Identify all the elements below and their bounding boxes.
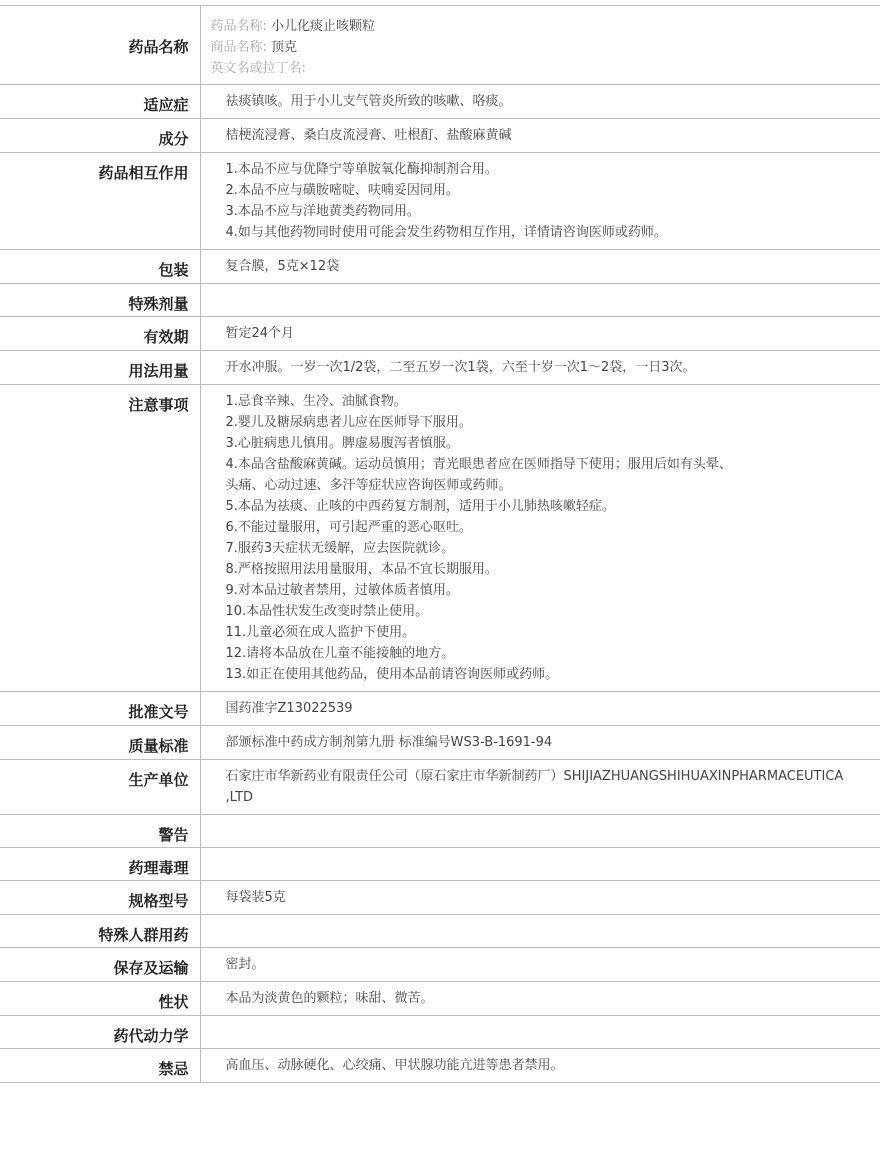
spec-value — [200, 760, 880, 815]
spec-row — [0, 85, 880, 119]
spec-row — [0, 881, 880, 915]
spec-row — [0, 1016, 880, 1049]
spec-value-line: 4.如与其他药物同时使用可能会发生药物相互作用，详情请咨询医师或药师。 — [225, 225, 667, 240]
spec-row — [0, 692, 880, 726]
spec-value-line: 1.本品不应与优降宁等单胺氧化酶抑制剂合用。 — [225, 162, 498, 177]
spec-value-line: 每袋装5克 — [225, 890, 286, 905]
spec-value-line: 12.请将本品放在儿童不能接触的地方。 — [225, 646, 455, 661]
spec-row — [0, 815, 880, 848]
spec-label: 包装 — [0, 250, 200, 284]
spec-value — [200, 815, 880, 848]
spec-value-line: 高血压、动脉硬化、心绞痛、甲状腺功能亢进等患者禁用。 — [225, 1058, 564, 1073]
spec-value-line: 3.心脏病患儿慎用。脾虚易腹泻者慎服。 — [225, 436, 459, 451]
spec-value — [200, 982, 880, 1016]
spec-value-line: 头痛、心动过速、多汗等症状应咨询医师或药师。 — [225, 478, 512, 493]
spec-value-line: 部颁标准中药成方制剂第九册 标准编号WS3-B-1691-94 — [225, 735, 553, 750]
english-name-key: 英文名或拉丁名: — [210, 61, 306, 76]
spec-row — [0, 119, 880, 153]
spec-value-line: 8.严格按照用法用量服用，本品不宜长期服用。 — [225, 562, 498, 577]
spec-label: 药代动力学 — [0, 1016, 200, 1049]
spec-value-line: 13.如正在使用其他药品，使用本品前请咨询医师或药师。 — [225, 667, 559, 682]
spec-value-line: 开水冲服。一岁一次1/2袋，二至五岁一次1袋，六至十岁一次1～2袋，一日3次。 — [225, 360, 696, 375]
spec-value-line: 2.婴儿及糖尿病患者儿应在医师导下服用。 — [225, 415, 472, 430]
spec-value-line: 2.本品不应与磺胺嘧啶、呋喃妥因同用。 — [225, 183, 459, 198]
spec-value — [200, 284, 880, 317]
spec-value — [200, 881, 880, 915]
spec-row — [0, 317, 880, 351]
spec-value — [200, 1049, 880, 1083]
generic-name-row — [211, 16, 880, 37]
english-name-row — [211, 58, 880, 79]
spec-value-line: 1.忌食辛辣、生冷、油腻食物。 — [225, 394, 407, 409]
spec-label: 保存及运输 — [0, 948, 200, 982]
spec-label: 药理毒理 — [0, 848, 200, 881]
spec-label: 药品相互作用 — [0, 153, 200, 250]
spec-value — [200, 119, 880, 153]
spec-label: 有效期 — [0, 317, 200, 351]
spec-value — [200, 726, 880, 760]
spec-label: 成分 — [0, 119, 200, 153]
spec-value — [200, 250, 880, 284]
spec-value — [200, 317, 880, 351]
spec-row — [0, 760, 880, 815]
spec-row — [0, 1049, 880, 1083]
spec-value — [200, 153, 880, 250]
drug-spec-table — [0, 5, 880, 1083]
spec-value — [200, 692, 880, 726]
generic-name-key: 药品名称: — [210, 19, 267, 34]
spec-label: 药品名称 — [0, 6, 200, 85]
spec-label: 生产单位 — [0, 760, 200, 815]
spec-label: 性状 — [0, 982, 200, 1016]
spec-value-line: 6.不能过量服用，可引起严重的恶心呕吐。 — [225, 520, 472, 535]
spec-value-line: 密封。 — [225, 957, 265, 972]
spec-row — [0, 351, 880, 385]
spec-value — [200, 1016, 880, 1049]
spec-label: 质量标准 — [0, 726, 200, 760]
spec-value-line: ,LTD — [225, 790, 254, 805]
drug-name-block — [200, 6, 880, 85]
spec-value-line: 4.本品含盐酸麻黄碱。运动员慎用；青光眼患者应在医师指导下使用；服用后如有头晕、 — [225, 457, 732, 472]
spec-row — [0, 948, 880, 982]
spec-label: 特殊人群用药 — [0, 915, 200, 948]
spec-value-line: 祛痰镇咳。用于小儿支气管炎所致的咳嗽、咯痰。 — [225, 94, 512, 109]
spec-row — [0, 848, 880, 881]
spec-value-line: 桔梗流浸膏、桑白皮流浸膏、吐根酊、盐酸麻黄碱 — [225, 128, 512, 143]
spec-label: 特殊剂量 — [0, 284, 200, 317]
spec-row — [0, 153, 880, 250]
spec-row — [0, 385, 880, 692]
brand-name-row — [211, 37, 880, 58]
spec-row — [0, 915, 880, 948]
spec-label: 注意事项 — [0, 385, 200, 692]
spec-value-line: 10.本品性状发生改变时禁止使用。 — [225, 604, 429, 619]
spec-row — [0, 284, 880, 317]
spec-value — [200, 848, 880, 881]
brand-name-key: 商品名称: — [210, 40, 267, 55]
spec-label: 禁忌 — [0, 1049, 200, 1083]
spec-row — [0, 982, 880, 1016]
spec-value-line: 本品为淡黄色的颗粒；味甜、微苦。 — [225, 991, 434, 1006]
spec-value — [200, 85, 880, 119]
spec-row — [0, 726, 880, 760]
spec-value-line: 7.服药3天症状无缓解，应去医院就诊。 — [225, 541, 455, 556]
spec-label: 适应症 — [0, 85, 200, 119]
spec-value-line: 国药准字Z13022539 — [225, 701, 353, 716]
spec-label: 用法用量 — [0, 351, 200, 385]
spec-value — [200, 385, 880, 692]
spec-value-line: 复合膜，5克×12袋 — [225, 259, 340, 274]
spec-label: 规格型号 — [0, 881, 200, 915]
generic-name-value: 小儿化痰止咳颗粒 — [271, 19, 376, 34]
drug-spec-table-body — [0, 6, 880, 1083]
spec-value-line: 石家庄市华新药业有限责任公司（原石家庄市华新制药厂）SHIJIAZHUANGSHIHUAXINPHARMACEUTICA — [225, 769, 844, 784]
spec-value-line: 5.本品为祛痰、止咳的中西药复方制剂，适用于小儿肺热咳嗽轻症。 — [225, 499, 615, 514]
spec-value-line: 11.儿童必须在成人监护下使用。 — [225, 625, 416, 640]
brand-name-value: 顶克 — [271, 40, 298, 55]
spec-value-line: 9.对本品过敏者禁用，过敏体质者慎用。 — [225, 583, 459, 598]
spec-row — [0, 250, 880, 284]
spec-label: 批准文号 — [0, 692, 200, 726]
spec-value — [200, 948, 880, 982]
spec-value — [200, 351, 880, 385]
spec-row-drug-name — [0, 6, 880, 85]
spec-value-line: 暂定24个月 — [225, 326, 295, 341]
spec-value-line: 3.本品不应与洋地黄类药物同用。 — [225, 204, 420, 219]
spec-label: 警告 — [0, 815, 200, 848]
spec-value — [200, 915, 880, 948]
